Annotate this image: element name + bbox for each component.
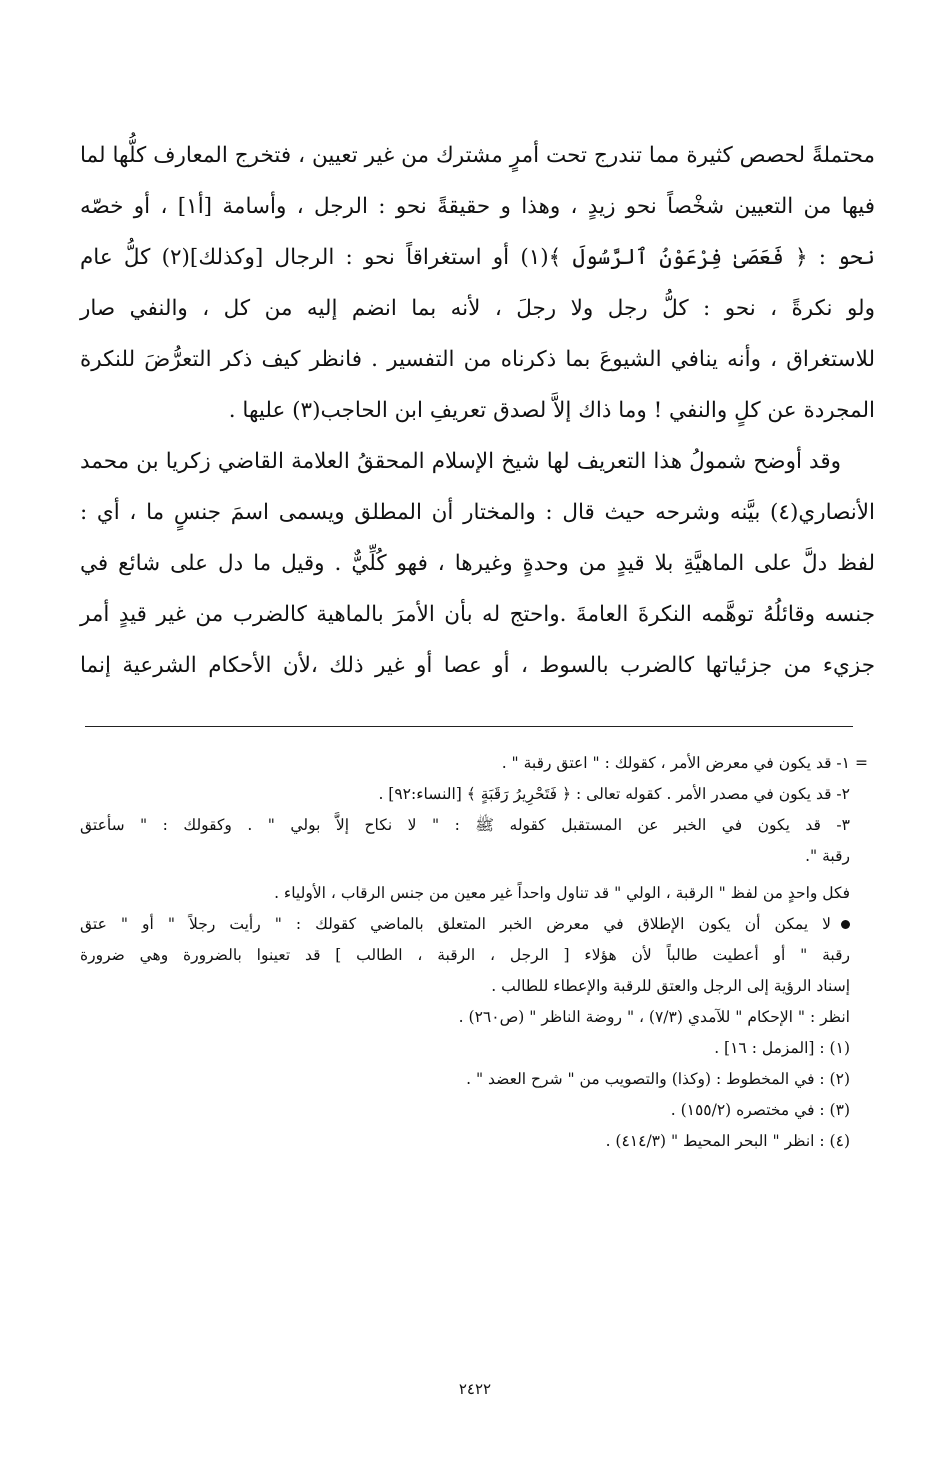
footnote-reference: (٢) : في المخطوط : (وكذا) والتصويب من " شرح العضد " . — [466, 1070, 850, 1088]
footnote-line: انظر : " الإحكام " للآمدي (٧/٣) ، " روضة الناظر " (ص٢٦٠) . — [458, 1008, 850, 1026]
bullet-icon — [841, 920, 850, 929]
footnote-line: فكل واحدٍ من لفظ " الرقبة ، الولي " قد تناول واحداً غير معين من جنس الرقاب ، الأولياء . — [274, 884, 850, 902]
main-text-line: وقد أوضح شمولُ هذا التعريف لها شيخ الإسلام المحققُ العلامة القاضي زكريا بن محمد — [80, 449, 841, 474]
main-text-line: لفظ دلَّ على الماهيَّةِ بلا قيدٍ من وحدةٍ وغيرها ، فهو كُلِّيٌّ . وقيل ما دل على شائع في — [80, 551, 875, 576]
footnote-reference: (٤) : انظر " البحر المحيط " (٤١٤/٣) . — [605, 1132, 850, 1150]
footnote-line: ٣- قد يكون في الخبر عن المستقبل كقوله ﷺ : " لا نكاح إلاَّ بولي " . وكقولك : " سأعتق — [80, 816, 850, 834]
footnotes-block — [80, 748, 868, 1157]
continuation-mark: = — [855, 754, 868, 772]
main-text-line: محتملةً لحصص كثيرة مما تندرج تحت أمرٍ مشترك من غير تعيين ، فتخرج المعارف كلُّها لما — [80, 143, 875, 168]
footnote-text: لا يمكن أن يكون الإطلاق في معرض الخبر المتعلق بالماضي كقولك : " رأيت رجلاً " أو " عتق — [80, 915, 831, 933]
footnote-line: إسناد الرؤية إلى الرجل والعتق للرقبة والإعطاء للطالب . — [491, 977, 850, 995]
main-text-line: ولو نكرةً ، نحو : كلُّ رجل ولا رجلَ ، لأنه بما انضم إليه من كل ، والنفي صار — [80, 296, 875, 321]
footnote-line — [80, 748, 868, 779]
main-text-line: جزيء من جزئياتها كالضرب بالسوط ، أو عصا أو غير ذلك ،لأن الأحكام الشرعية إنما — [80, 653, 875, 678]
main-text-block — [80, 130, 875, 691]
footnote-separator — [85, 726, 853, 727]
page-number: ٢٤٢٢ — [458, 1380, 492, 1398]
main-text-line: فيها من التعيين شخْصاً نحو زيدٍ ، وهذا و حقيقةً نحو : الرجل ، وأسامة [أ١] ، أو خصّه — [80, 194, 875, 219]
footnote-line: رقبة " أو أعطيت طالباً لأن هؤلاء [ الرجل ، الرقبة ، الطالب ] قد تعينوا بالضرورة وهي ضرورة — [80, 946, 850, 964]
footnote-reference: (٣) : في مختصره (١٥٥/٢) . — [670, 1101, 850, 1119]
footnote-line: ٢- قد يكون في مصدر الأمر . كقوله تعالى : ﴿ فَتَحْرِيرُ رَقَبَةٍ ﴾ [النساء:٩٢] . — [378, 785, 850, 803]
footnote-reference: (١) : [المزمل : ١٦] . — [714, 1039, 850, 1057]
main-text-line: المجردة عن كلٍ والنفي ! وما ذاك إلاَّ لصدق تعريفِ ابن الحاجب(٣) عليها . — [228, 398, 875, 423]
footnote-text: ١- قد يكون في معرض الأمر ، كقولك : " اعتق رقبة " . — [501, 754, 850, 772]
footnote-line: رقبة ". — [805, 847, 850, 865]
main-text-line: للاستغراق ، وأنه ينافي الشيوعَ بما ذكرناه من التفسير . فانظر كيف ذكر التعرُّضَ للنكرة — [80, 347, 875, 372]
main-text-line: جنسه وقائلُهُ توهَّمه النكرةَ العامةَ .واحتج له بأن الأمرَ بالماهية كالضرب من غير قيدٍ أمر — [80, 602, 875, 627]
main-text-line: نحو : ﴿ فَعَصَىٰ فِرْعَوْنُ ٱلرَّسُولَ ﴾(١) أو استغراقاً نحو : الرجال [وكذلك](٢) كلُّ عام — [80, 245, 876, 270]
main-text-line: الأنصاري(٤) بيَّنه وشرحه حيث قال : والمختار أن المطلق ويسمى اسمَ جنسٍ ما ، أي : — [80, 500, 875, 525]
footnote-line — [80, 909, 850, 940]
